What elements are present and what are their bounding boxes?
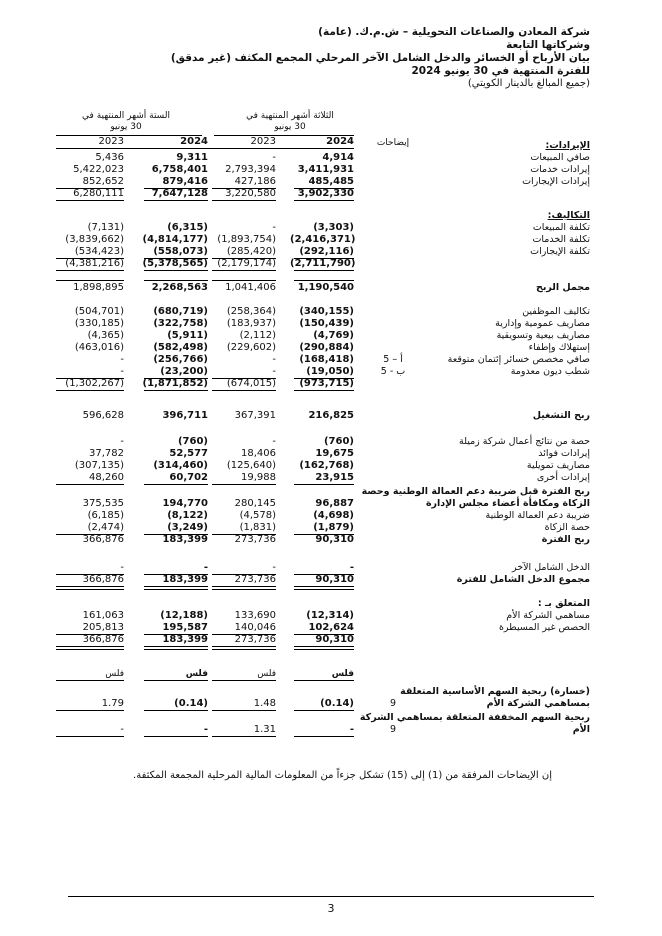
underline bbox=[212, 390, 276, 391]
row-value-1: (2,711,790) bbox=[290, 258, 356, 269]
underline bbox=[144, 710, 208, 711]
row-value-4: (4,381,216) bbox=[65, 258, 124, 269]
row-value-2: (674,015) bbox=[226, 378, 276, 389]
period-line: للفترة المنتهية في 30 يونيو 2024 bbox=[411, 65, 590, 77]
row-label: ربح الفترة bbox=[541, 534, 590, 545]
table-row bbox=[0, 686, 662, 698]
row-value-1: (19,050) bbox=[306, 366, 354, 377]
row-value-3: 7,647,128 bbox=[151, 188, 208, 199]
underline bbox=[144, 390, 208, 391]
row-value-1: (3,303) bbox=[313, 222, 354, 233]
row-value-2: 2,793,394 bbox=[225, 164, 276, 175]
row-value-1: (162,768) bbox=[299, 460, 354, 471]
row-label: إيرادات الإيجارات bbox=[522, 176, 590, 187]
table-row bbox=[0, 330, 662, 342]
row-value-2: 1,041,406 bbox=[225, 282, 276, 293]
row-value-1: (2,416,371) bbox=[290, 234, 356, 245]
table-row bbox=[0, 188, 662, 200]
table-row bbox=[0, 574, 662, 586]
row-value-3: 2,268,563 bbox=[151, 282, 208, 293]
row-value-4: (4,365) bbox=[87, 330, 124, 341]
table-row bbox=[0, 366, 662, 378]
row-value-4: (1,302,267) bbox=[65, 378, 124, 389]
row-value-1: (1,879) bbox=[313, 522, 354, 533]
table-row bbox=[0, 622, 662, 634]
table-row bbox=[0, 472, 662, 484]
year-col-2: 2023 bbox=[250, 136, 276, 147]
double-underline bbox=[294, 646, 354, 650]
table-row bbox=[0, 164, 662, 176]
row-value-4: 48,260 bbox=[89, 472, 124, 483]
underline bbox=[144, 280, 208, 281]
underline bbox=[294, 736, 354, 737]
row-value-1: 90,310 bbox=[315, 534, 354, 545]
table-row bbox=[0, 342, 662, 354]
row-value-3: 195,587 bbox=[162, 622, 208, 633]
row-value-3: (322,758) bbox=[153, 318, 208, 329]
row-value-2: (4,578) bbox=[239, 510, 276, 521]
row-value-4: (534,423) bbox=[74, 246, 124, 257]
row-value-1: - bbox=[349, 562, 354, 573]
row-label: (خسارة) ربحية السهم الأساسية المتعلقة bbox=[400, 686, 590, 697]
row-value-4: (2,474) bbox=[87, 522, 124, 533]
row-label: صافي مخصص خسائر إئتمان متوقعة bbox=[447, 354, 590, 365]
row-label: تكلفة الإيجارات bbox=[530, 246, 590, 257]
row-value-1: (150,439) bbox=[299, 318, 354, 329]
row-value-3: 396,711 bbox=[162, 410, 208, 421]
row-label: الإيرادات: bbox=[545, 140, 590, 151]
underline bbox=[144, 270, 208, 271]
row-value-3: 183,399 bbox=[162, 574, 208, 585]
row-value-3: (558,073) bbox=[153, 246, 208, 257]
row-label: تكاليف الموظفين bbox=[522, 306, 590, 317]
table-row bbox=[0, 354, 662, 366]
table-row bbox=[0, 562, 662, 574]
row-value-2: - bbox=[272, 436, 276, 447]
row-value-3: (6,315) bbox=[167, 222, 208, 233]
table-row bbox=[0, 668, 662, 680]
underline bbox=[294, 484, 354, 485]
table-row bbox=[0, 210, 662, 222]
underline bbox=[56, 270, 124, 271]
row-value-2: (2,179,174) bbox=[217, 258, 276, 269]
row-label: إيرادات أخرى bbox=[536, 472, 590, 483]
row-value-2: - bbox=[272, 366, 276, 377]
row-label: المتعلق بـ : bbox=[537, 598, 590, 609]
table-row bbox=[0, 724, 662, 736]
row-value-4: (307,135) bbox=[74, 460, 124, 471]
row-value-4: 205,813 bbox=[82, 622, 124, 633]
row-label: إيرادات فوائد bbox=[538, 448, 590, 459]
row-label: تكلفة المبيعات bbox=[532, 222, 590, 233]
row-note: 9 bbox=[389, 724, 397, 735]
row-value-2: (229,602) bbox=[226, 342, 276, 353]
underline bbox=[212, 484, 276, 485]
row-value-3: 60,702 bbox=[169, 472, 208, 483]
row-value-3: 879,416 bbox=[162, 176, 208, 187]
row-value-3: (256,766) bbox=[153, 354, 208, 365]
row-value-3: (12,188) bbox=[160, 610, 208, 621]
table-row bbox=[0, 634, 662, 646]
row-value-2: فلس bbox=[257, 669, 276, 679]
row-value-4: (6,185) bbox=[87, 510, 124, 521]
row-label: حصة الزكاة bbox=[544, 522, 590, 533]
row-value-4: (3,839,662) bbox=[65, 234, 124, 245]
row-value-4: 366,876 bbox=[82, 534, 124, 545]
row-value-4: - bbox=[120, 436, 124, 447]
row-value-3: (3,249) bbox=[167, 522, 208, 533]
double-underline bbox=[294, 586, 354, 590]
double-underline bbox=[56, 646, 124, 650]
table-row bbox=[0, 234, 662, 246]
row-label: مساهمي الشركة الأم bbox=[506, 610, 590, 621]
table-row bbox=[0, 598, 662, 610]
underline bbox=[144, 680, 208, 681]
row-value-4: 852,652 bbox=[82, 176, 124, 187]
table-row bbox=[0, 176, 662, 188]
table-row bbox=[0, 258, 662, 270]
row-value-1: (973,715) bbox=[299, 378, 354, 389]
row-label: إيرادات خدمات bbox=[530, 164, 590, 175]
row-value-3: 194,770 bbox=[162, 498, 208, 509]
underline bbox=[294, 680, 354, 681]
footer-rule bbox=[68, 896, 594, 897]
row-value-4: - bbox=[120, 354, 124, 365]
row-value-3: (582,498) bbox=[153, 342, 208, 353]
row-value-1: فلس bbox=[331, 669, 354, 679]
row-value-2: (183,937) bbox=[226, 318, 276, 329]
row-value-3: 183,399 bbox=[162, 634, 208, 645]
row-value-1: 485,485 bbox=[308, 176, 354, 187]
row-label: حصة من نتائج أعمال شركة زميلة bbox=[458, 436, 590, 447]
table-row bbox=[0, 246, 662, 258]
underline bbox=[212, 680, 276, 681]
row-value-4: 1.79 bbox=[101, 698, 124, 709]
row-value-3: 52,577 bbox=[169, 448, 208, 459]
row-label: مجموع الدخل الشامل للفترة bbox=[456, 574, 590, 585]
row-value-1: (290,884) bbox=[299, 342, 354, 353]
page-number: 3 bbox=[327, 902, 335, 915]
row-note: 5 – أ bbox=[383, 354, 403, 365]
row-value-2: 367,391 bbox=[234, 410, 276, 421]
row-value-3: (23,200) bbox=[160, 366, 208, 377]
underline bbox=[294, 710, 354, 711]
six-months-header: الستة أشهر المنتهية في bbox=[82, 111, 170, 121]
row-value-1: 102,624 bbox=[308, 622, 354, 633]
table-row bbox=[0, 460, 662, 472]
row-value-2: (258,364) bbox=[226, 306, 276, 317]
row-label: شطب ديون معدومة bbox=[510, 366, 590, 377]
row-label: مجمل الربح bbox=[535, 282, 590, 293]
row-value-4: فلس bbox=[105, 669, 124, 679]
row-value-3: (0.14) bbox=[174, 698, 208, 709]
row-value-2: 140,046 bbox=[234, 622, 276, 633]
row-value-4: 1,898,895 bbox=[73, 282, 124, 293]
row-label: الحصص غير المسيطرة bbox=[498, 622, 590, 633]
underline bbox=[294, 280, 354, 281]
underline bbox=[212, 200, 276, 201]
row-value-3: (760) bbox=[177, 436, 208, 447]
row-value-4: 5,436 bbox=[95, 152, 124, 163]
row-value-1: 96,887 bbox=[315, 498, 354, 509]
row-label: الأم bbox=[572, 724, 590, 735]
year-col-3: 2024 bbox=[180, 136, 208, 147]
row-value-4: 161,063 bbox=[82, 610, 124, 621]
currency-note: (جميع المبالغ بالدينار الكويتي) bbox=[467, 78, 590, 89]
underline bbox=[56, 390, 124, 391]
row-value-2: 427,186 bbox=[234, 176, 276, 187]
row-label: الزكاة ومكافأة أعضاء مجلس الإدارة bbox=[425, 498, 590, 509]
row-value-3: 9,311 bbox=[176, 152, 208, 163]
row-value-2: 3,220,580 bbox=[225, 188, 276, 199]
row-value-4: 6,280,111 bbox=[73, 188, 124, 199]
row-value-1: 23,915 bbox=[315, 472, 354, 483]
double-underline bbox=[212, 646, 276, 650]
row-value-1: 90,310 bbox=[315, 574, 354, 585]
row-value-1: (292,116) bbox=[299, 246, 354, 257]
row-label: بمساهمي الشركة الأم bbox=[486, 698, 590, 709]
row-value-1: (168,418) bbox=[299, 354, 354, 365]
table-row bbox=[0, 522, 662, 534]
underline bbox=[144, 200, 208, 201]
row-value-1: (760) bbox=[323, 436, 354, 447]
table-row bbox=[0, 222, 662, 234]
double-underline bbox=[56, 586, 124, 590]
row-label: ربح الفترة قبل ضريبة دعم العمالة الوطنية وحصة bbox=[361, 486, 590, 497]
row-label: التكاليف: bbox=[547, 210, 590, 221]
table-row bbox=[0, 534, 662, 546]
row-value-2: - bbox=[272, 222, 276, 233]
table-row bbox=[0, 712, 662, 724]
row-value-4: 375,535 bbox=[82, 498, 124, 509]
row-value-2: - bbox=[272, 354, 276, 365]
row-value-2: 280,145 bbox=[234, 498, 276, 509]
row-value-2: 1.48 bbox=[253, 698, 276, 709]
row-value-2: - bbox=[272, 152, 276, 163]
table-row bbox=[0, 436, 662, 448]
row-value-3: - bbox=[203, 562, 208, 573]
table-row bbox=[0, 152, 662, 164]
row-value-2: 18,406 bbox=[241, 448, 276, 459]
row-label: ربح التشغيل bbox=[532, 410, 590, 421]
table-row bbox=[0, 410, 662, 422]
double-underline bbox=[144, 646, 208, 650]
table-row bbox=[0, 610, 662, 622]
row-value-1: 4,914 bbox=[322, 152, 354, 163]
row-value-1: (12,314) bbox=[306, 610, 354, 621]
underline bbox=[56, 280, 124, 281]
underline bbox=[56, 484, 124, 485]
row-value-2: (125,640) bbox=[226, 460, 276, 471]
footnote: إن الإيضاحات المرفقة من (1) إلى (15) تشكل جزءاً من المعلومات المالية المرحلية المجمعة المكثفة. bbox=[133, 770, 552, 781]
table-row bbox=[0, 378, 662, 390]
row-label: الدخل الشامل الآخر bbox=[512, 562, 590, 573]
row-value-4: - bbox=[120, 366, 124, 377]
row-label: ضريبة دعم العمالة الوطنية bbox=[485, 510, 590, 521]
row-label: تكلفة الخدمات bbox=[532, 234, 590, 245]
row-label: إستهلاك وإطفاء bbox=[528, 342, 590, 353]
row-value-2: 1.31 bbox=[253, 724, 276, 735]
row-value-4: - bbox=[120, 724, 124, 735]
underline bbox=[212, 710, 276, 711]
table-row bbox=[0, 282, 662, 294]
row-value-2: 273,736 bbox=[234, 534, 276, 545]
row-value-3: 183,399 bbox=[162, 534, 208, 545]
row-value-4: 37,782 bbox=[89, 448, 124, 459]
three-months-header: الثلاثة أشهر المنتهية في bbox=[246, 111, 334, 121]
row-value-2: (2,112) bbox=[239, 330, 276, 341]
row-value-2: (285,420) bbox=[226, 246, 276, 257]
table-row bbox=[0, 510, 662, 522]
row-label: صافي المبيعات bbox=[530, 152, 590, 163]
row-value-3: - bbox=[203, 724, 208, 735]
underline bbox=[294, 270, 354, 271]
row-value-3: (1,871,852) bbox=[142, 378, 208, 389]
subsidiaries-line: وشركاتها التابعة bbox=[506, 39, 590, 51]
row-value-2: 273,736 bbox=[234, 574, 276, 585]
row-value-1: 19,675 bbox=[315, 448, 354, 459]
row-value-1: (340,155) bbox=[299, 306, 354, 317]
row-value-4: 366,876 bbox=[82, 634, 124, 645]
underline bbox=[212, 280, 276, 281]
row-value-1: 216,825 bbox=[308, 410, 354, 421]
row-value-3: (314,460) bbox=[153, 460, 208, 471]
row-value-3: (4,814,177) bbox=[142, 234, 208, 245]
underline bbox=[56, 736, 124, 737]
row-value-1: (4,698) bbox=[313, 510, 354, 521]
row-value-1: 90,310 bbox=[315, 634, 354, 645]
row-note: 9 bbox=[389, 698, 397, 709]
row-value-4: 366,876 bbox=[82, 574, 124, 585]
row-value-3: 6,758,401 bbox=[151, 164, 208, 175]
row-value-4: (504,701) bbox=[74, 306, 124, 317]
underline bbox=[294, 390, 354, 391]
table-row bbox=[0, 140, 662, 152]
double-underline bbox=[144, 586, 208, 590]
table-row bbox=[0, 306, 662, 318]
notes-header: إيضاحات bbox=[376, 138, 410, 148]
row-value-4: (7,131) bbox=[87, 222, 124, 233]
row-value-2: (1,831) bbox=[239, 522, 276, 533]
row-label: ربحية السهم المخففة المتعلقة بمساهمي الشركة bbox=[359, 712, 590, 723]
table-row bbox=[0, 498, 662, 510]
three-months-date: 30 يونيو bbox=[274, 122, 306, 132]
row-value-3: (5,911) bbox=[167, 330, 208, 341]
row-value-1: 1,190,540 bbox=[297, 282, 354, 293]
underline bbox=[56, 680, 124, 681]
underline bbox=[212, 736, 276, 737]
underline bbox=[294, 200, 354, 201]
row-value-1: (0.14) bbox=[320, 698, 354, 709]
underline bbox=[144, 736, 208, 737]
row-value-4: (330,185) bbox=[74, 318, 124, 329]
underline bbox=[144, 484, 208, 485]
table-row bbox=[0, 698, 662, 710]
row-value-1: 3,902,330 bbox=[297, 188, 354, 199]
row-value-1: (4,769) bbox=[313, 330, 354, 341]
double-underline bbox=[212, 586, 276, 590]
underline bbox=[56, 200, 124, 201]
statement-title: بيان الأرباح أو الخسائر والدخل الشامل الآخر المرحلي المجمع المكثف (غير مدقق) bbox=[170, 52, 590, 64]
table-row bbox=[0, 486, 662, 498]
row-value-3: فلس bbox=[185, 669, 208, 679]
row-value-4: (463,016) bbox=[74, 342, 124, 353]
underline bbox=[56, 710, 124, 711]
row-value-2: (1,893,754) bbox=[217, 234, 276, 245]
row-label: مصاريف عمومية وإدارية bbox=[495, 318, 590, 329]
underline bbox=[212, 270, 276, 271]
row-value-4: 596,628 bbox=[82, 410, 124, 421]
row-value-2: 273,736 bbox=[234, 634, 276, 645]
row-label: مصاريف بيعية وتسويقية bbox=[496, 330, 590, 341]
row-value-2: - bbox=[272, 562, 276, 573]
row-value-3: (680,719) bbox=[153, 306, 208, 317]
table-row bbox=[0, 448, 662, 460]
row-value-2: 19,988 bbox=[241, 472, 276, 483]
row-value-4: - bbox=[120, 562, 124, 573]
row-value-4: 5,422,023 bbox=[73, 164, 124, 175]
row-value-1: - bbox=[349, 724, 354, 735]
row-note: 5 - ب bbox=[380, 366, 406, 377]
row-value-3: (8,122) bbox=[167, 510, 208, 521]
year-col-4: 2023 bbox=[98, 136, 124, 147]
six-months-date: 30 يونيو bbox=[110, 122, 142, 132]
row-value-3: (5,378,565) bbox=[142, 258, 208, 269]
row-value-1: 3,411,931 bbox=[297, 164, 354, 175]
row-label: مصاريف تمويلية bbox=[526, 460, 590, 471]
company-name: شركة المعادن والصناعات التحويلية – ش.م.ك. (عامة) bbox=[318, 26, 590, 38]
table-row bbox=[0, 318, 662, 330]
row-value-2: 133,690 bbox=[234, 610, 276, 621]
year-col-1: 2024 bbox=[326, 136, 354, 147]
